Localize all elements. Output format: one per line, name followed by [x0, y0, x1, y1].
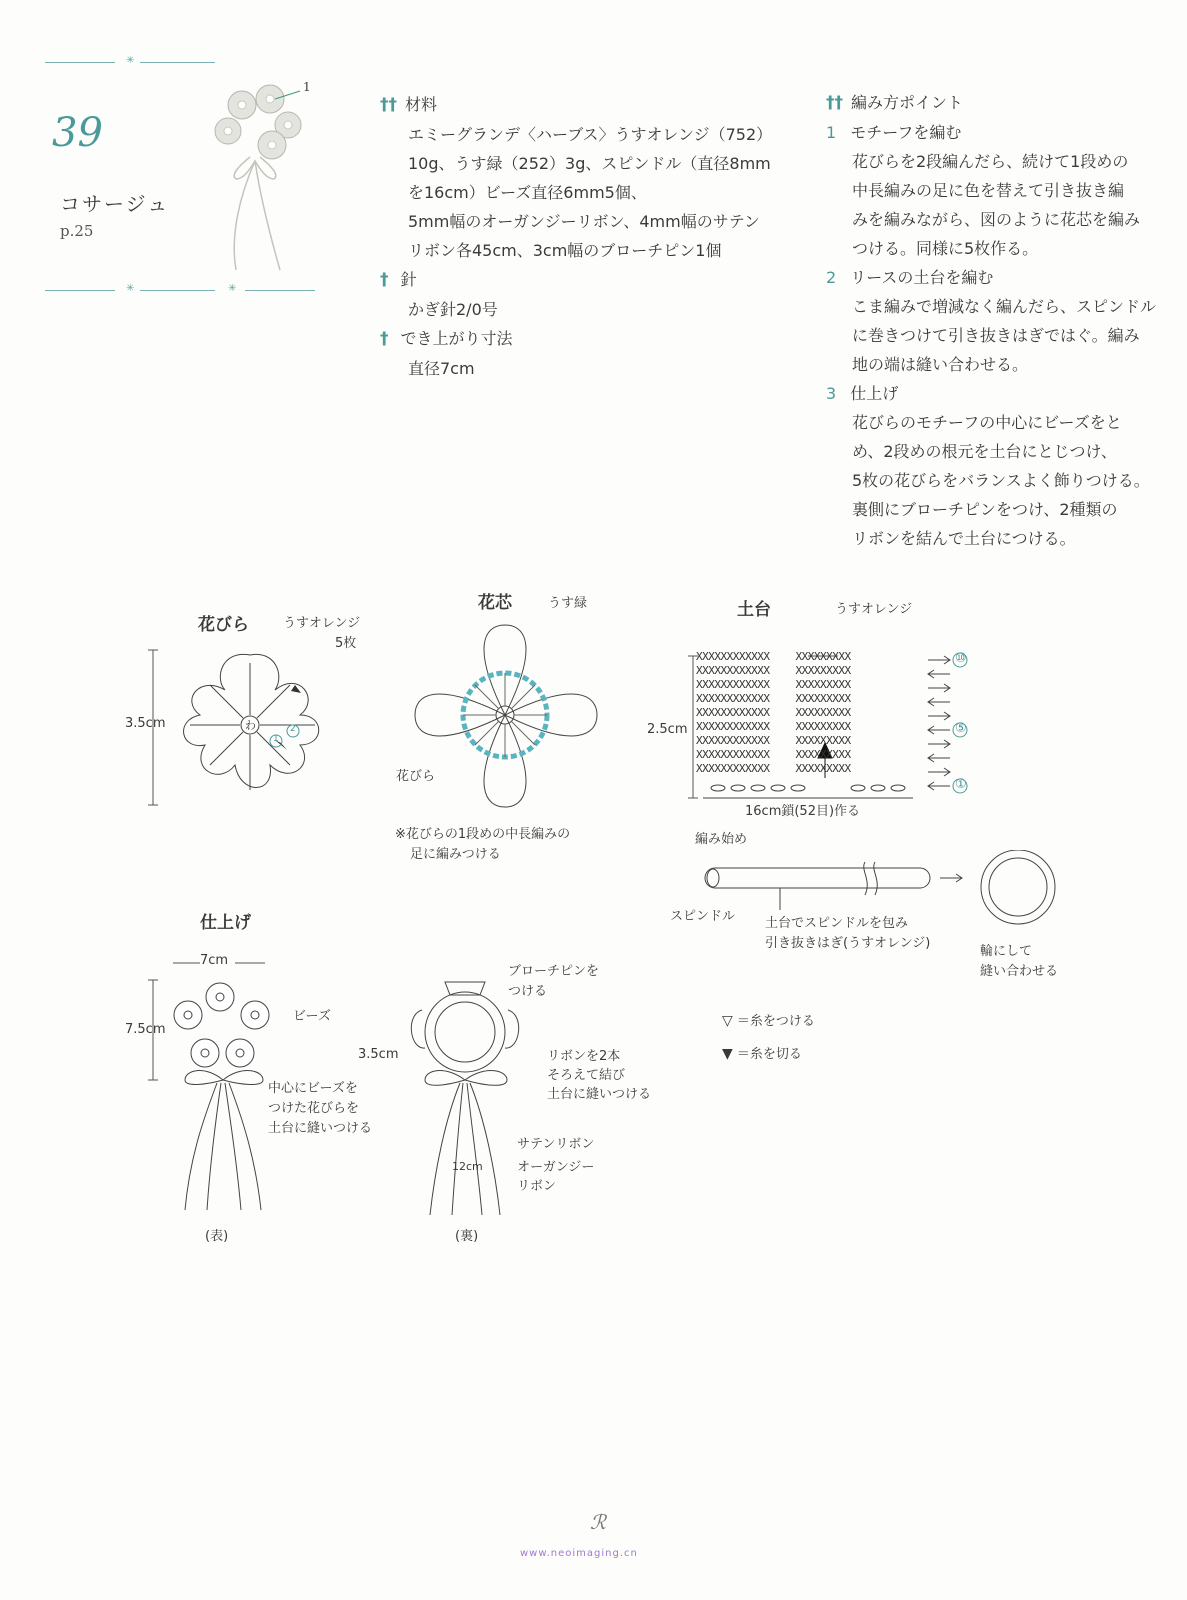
- ribbon-length: 12cm: [452, 1160, 483, 1173]
- petal-count: 5枚: [335, 636, 357, 651]
- size-heading: でき上がり寸法: [400, 329, 513, 348]
- core-note-1: ※花びらの1段めの中長編みの: [395, 827, 571, 842]
- organza-label-2: リボン: [517, 1179, 557, 1194]
- round-2-label: 2: [290, 724, 296, 734]
- ribbon-note-3: 土台に縫いつける: [547, 1087, 652, 1102]
- materials-line: エミーグランデ〈ハーブス〉うすオレンジ（752）: [408, 125, 773, 144]
- filled-triangle-icon: ▼: [722, 1046, 733, 1062]
- size-value: 直径7cm: [408, 359, 475, 378]
- ring-label: わ: [245, 719, 256, 732]
- finish-width: 7cm: [200, 953, 229, 968]
- row-5-label: ⑤: [955, 721, 967, 736]
- step-line: 中長編みの足に色を替えて引き抜き編: [852, 181, 1125, 200]
- materials-line: 10g、うす緑（252）3g、スピンドル（直径8mm: [408, 154, 771, 173]
- base-title: 土台: [737, 600, 771, 620]
- legend-cut-text: ＝糸を切る: [736, 1047, 802, 1062]
- legend-attach: [722, 1010, 815, 1029]
- legend-attach-text: ＝糸をつける: [736, 1014, 815, 1029]
- stitch-row: XXXXXXXXXXXX: [696, 706, 770, 719]
- satin-label: サテンリボン: [517, 1137, 595, 1152]
- petal-title: 花びら: [198, 615, 249, 635]
- cross-icon: †: [380, 329, 389, 349]
- finish-back-drawing: [400, 970, 530, 1225]
- step-title: 仕上げ: [850, 384, 899, 403]
- step-line: 5枚の花びらをバランスよく飾りつける。: [852, 471, 1150, 490]
- ribbon-note-2: そろえて結び: [547, 1068, 626, 1083]
- start-label: 編み始め: [695, 832, 748, 847]
- stitch-row: XXXXXXXXXXXX: [696, 650, 770, 663]
- stitch-grid: [696, 650, 851, 776]
- materials-heading: 材料: [405, 95, 438, 114]
- footer-logo: ℛ: [590, 1510, 606, 1534]
- open-triangle-icon: ▽: [722, 1013, 733, 1029]
- stitch-row: XXXXXXXXX: [795, 650, 851, 663]
- pattern-number: 39: [52, 110, 103, 156]
- front-note-2: つけた花びらを: [268, 1101, 360, 1116]
- needle-heading: 針: [400, 270, 417, 289]
- stitch-row: XXXXXXXXXXXX: [696, 720, 770, 733]
- step-number: 1: [826, 123, 837, 142]
- finish-title: 仕上げ: [200, 913, 251, 933]
- stitch-row: XXXXXXXXX: [795, 678, 851, 691]
- ornament: ✳: [126, 55, 135, 66]
- beads-label: ビーズ: [293, 1009, 331, 1024]
- step-title: リースの土台を編む: [850, 268, 994, 287]
- stitch-row: XXXXXXXXXXXX: [696, 692, 770, 705]
- needle-value: かぎ針2/0号: [408, 300, 498, 319]
- ring-note-1: 輪にして: [980, 944, 1033, 959]
- cross-icon: ††: [826, 93, 843, 113]
- core-chart: [405, 615, 610, 820]
- stitch-row: XXXXXXXXX: [795, 664, 851, 677]
- finish-height: 7.5cm: [125, 1022, 166, 1037]
- stitch-row: XXXXXXXXX: [795, 706, 851, 719]
- cross-icon: ††: [380, 95, 397, 115]
- core-title: 花芯: [478, 593, 512, 613]
- front-caption: (表): [205, 1229, 229, 1244]
- step-line: 裏側にブローチピンをつけ、2種類の: [852, 500, 1118, 519]
- points-section: [826, 88, 1171, 553]
- round-1-label: 1: [273, 734, 279, 744]
- step-line: こま編みで増減なく編んだら、スピンドル: [852, 297, 1157, 316]
- stitch-row: XXXXXXXXX: [795, 692, 851, 705]
- stitch-row: XXXXXXXXXXXX: [696, 762, 770, 775]
- ring-note-2: 縫い合わせる: [980, 964, 1059, 979]
- core-petal-label: 花びら: [396, 769, 436, 784]
- step-line: め、2段めの根元を土台にとじつけ、: [852, 442, 1117, 461]
- spindle-note-1: 土台でスピンドルを包み: [765, 916, 909, 931]
- row-1-label: ①: [955, 777, 967, 792]
- pin-note-2: つける: [508, 984, 548, 999]
- petal-color: うすオレンジ: [283, 616, 361, 631]
- stitch-row: XXXXXXXXX: [795, 720, 851, 733]
- step-line: みを編みながら、図のように花芯を編み: [852, 210, 1141, 229]
- pin-note-1: ブローチピンを: [508, 964, 600, 979]
- spindle-label: スピンドル: [670, 909, 736, 924]
- cross-icon: †: [380, 270, 389, 290]
- ornament: ✳: [126, 283, 135, 294]
- step-line: 花びらのモチーフの中心にビーズをと: [852, 413, 1122, 432]
- spindle-note-2: 引き抜きはぎ(うすオレンジ): [765, 936, 931, 951]
- stitch-row: XXXXXXXXXXXX: [696, 664, 770, 677]
- materials-section: [380, 90, 810, 383]
- pattern-title: コサージュ: [60, 192, 170, 216]
- watermark: www.neoimaging.cn: [520, 1548, 638, 1559]
- page-reference: p.25: [60, 222, 94, 240]
- stitch-row: XXXXXXXXXXXX: [696, 734, 770, 747]
- stitch-row: XXXXXXXXX: [795, 734, 851, 747]
- step-line: 地の端は縫い合わせる。: [852, 355, 1029, 374]
- step-line: リボンを結んで土台につける。: [852, 529, 1076, 548]
- ribbon-note-1: リボンを2本: [547, 1049, 621, 1064]
- points-heading: 編み方ポイント: [851, 93, 964, 112]
- step-number: 3: [826, 384, 837, 403]
- materials-line: リボン各45cm、3cm幅のブローチピン1個: [408, 241, 722, 260]
- step-line: に巻きつけて引き抜きはぎではぐ。編み: [852, 326, 1140, 345]
- step-line: つける。同様に5枚作る。: [852, 239, 1039, 258]
- corsage-photo: [200, 75, 320, 275]
- row-10-label: ⑩: [955, 651, 967, 666]
- step-line: 花びらを2段編んだら、続けて1段めの: [852, 152, 1129, 171]
- materials-line: 5mm幅のオーガンジーリボン、4mm幅のサテン: [408, 212, 760, 231]
- stitch-row: XXXXXXXXXXXX: [696, 748, 770, 761]
- legend-cut: [722, 1043, 802, 1062]
- chain-label: 16cm鎖(52目)作る: [745, 804, 861, 819]
- stitch-row: XXXXXXXXX: [795, 748, 851, 761]
- base-color: うすオレンジ: [835, 602, 913, 617]
- photo-callout: 1: [303, 80, 311, 94]
- front-note-1: 中心にビーズを: [268, 1081, 358, 1096]
- front-note-3: 土台に縫いつける: [268, 1121, 373, 1136]
- ring-dim: 3.5cm: [358, 1047, 399, 1062]
- step-number: 2: [826, 268, 837, 287]
- stitch-row: XXXXXXXXX: [795, 762, 851, 775]
- step-title: モチーフを編む: [850, 123, 962, 142]
- stitch-row: XXXXXXXXXXXX: [696, 678, 770, 691]
- materials-line: を16cm）ビーズ直径6mm5個、: [408, 183, 647, 202]
- ornament: ✳: [228, 283, 237, 294]
- core-color: うす緑: [548, 596, 588, 611]
- core-note-2: 足に編みつける: [410, 847, 501, 862]
- back-caption: (裏): [455, 1229, 479, 1244]
- organza-label-1: オーガンジー: [517, 1160, 595, 1175]
- petal-dim: 3.5cm: [125, 716, 166, 731]
- base-dim: 2.5cm: [647, 722, 688, 737]
